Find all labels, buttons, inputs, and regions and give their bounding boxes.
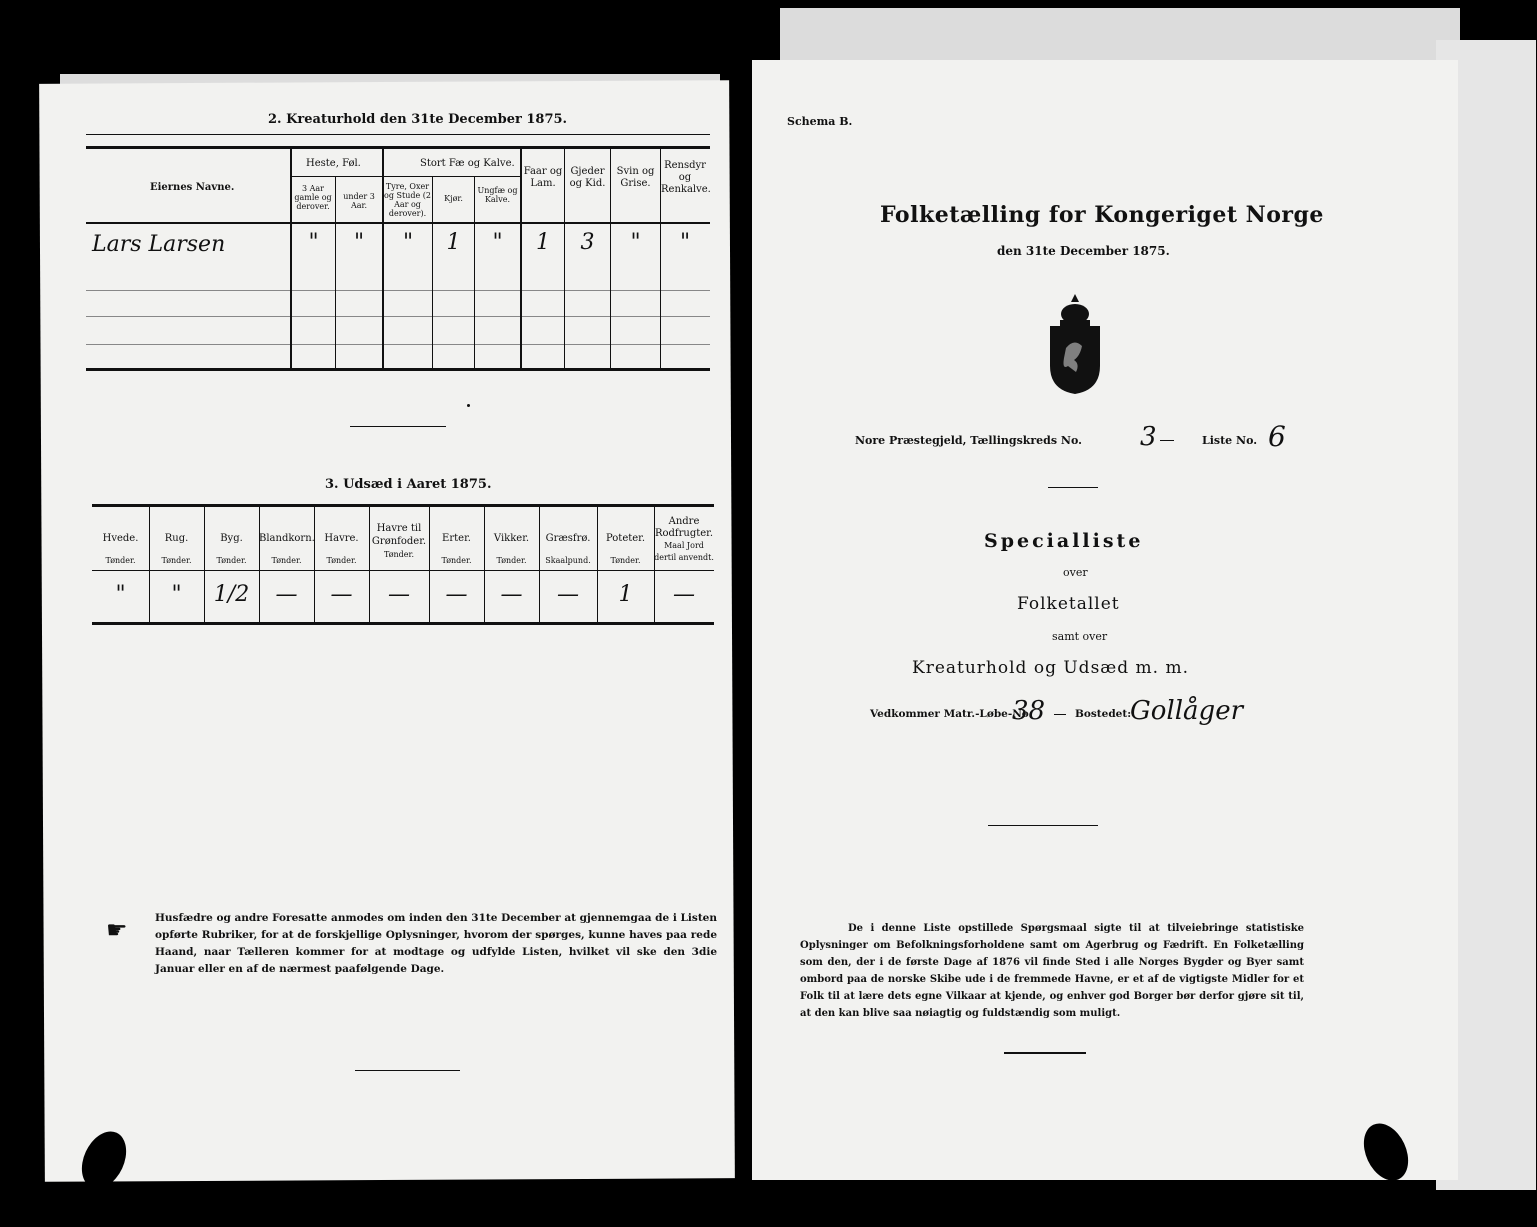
pointing-hand-icon: ☛ bbox=[106, 916, 128, 944]
cell-value: 1/2 bbox=[213, 582, 250, 607]
t3-col-name: Havre til Grønfoder. bbox=[371, 523, 427, 547]
t3-col-name: Andre Rodfrugter. bbox=[654, 516, 714, 539]
owner-name: Lars Larsen bbox=[92, 232, 226, 257]
title-date: den 31te December 1875. bbox=[997, 244, 1170, 258]
faar-header: Faar og Lam. bbox=[523, 166, 563, 189]
rule bbox=[290, 176, 382, 177]
t3-col-header bbox=[314, 528, 369, 572]
bosted-value: Gollåger bbox=[1130, 696, 1244, 726]
t3-col-name: Blandkorn. bbox=[259, 533, 315, 544]
t3-col-header bbox=[259, 528, 314, 572]
t3-col-unit: Skaalpund. bbox=[545, 556, 591, 565]
rule bbox=[86, 316, 710, 317]
t3-col-name: Rug. bbox=[164, 533, 189, 544]
t3-col-name: Erter. bbox=[442, 533, 471, 544]
rule bbox=[432, 176, 433, 368]
info-text: De i denne Liste opstillede Spørgsmaal sigte til at tilveiebringe statistiske Oplysninger om Befolkningsforholdene samt om Agerbrug og Fædrift. En Folketælling som den, der i de første Dage af 1876 vil finde Sted i alle Norges Bygder og Byer samt ombord paa de norske Skibe ude i de fremmede Havne, er et af de vigtigste Midler for et Folk til at lære dets egne Vilkaar at kjende, og enhver god Borger bør derfor gjøre sit til, at den kan blive saa nøiagtig og fuldstændig som muligt. bbox=[800, 923, 1304, 1019]
stort-col-2: Kjør. bbox=[444, 194, 463, 203]
specialliste-heading: Specialliste bbox=[984, 530, 1144, 552]
notice-text: Husfædre og andre Foresatte anmodes om inden den 31te December at gjennemgaa de i Listen opførte Rubriker, for at de forskjellige Oplysninger, hvorom der spørges, kunne haves paa rede Haand, naar Tælleren kommer for at modtage og udfylde Listen, hvilket vil ske den 3die Januar eller en af de nærmest paafølgende Dage. bbox=[155, 912, 717, 975]
cell-value: 1 bbox=[536, 230, 550, 255]
table3-row bbox=[92, 576, 714, 620]
heste-header: Heste, Føl. bbox=[306, 158, 361, 169]
stort-header: Stort Fæ og Kalve. bbox=[420, 158, 515, 169]
stort-col-3: Ungfæ og Kalve. bbox=[477, 186, 518, 204]
cell-value: " bbox=[308, 230, 319, 255]
t3-col-header bbox=[484, 528, 539, 572]
cell-value: — bbox=[500, 582, 523, 607]
cell-value: — bbox=[275, 582, 298, 607]
rule bbox=[86, 222, 710, 224]
rule bbox=[86, 290, 710, 291]
t3-col-header bbox=[369, 522, 429, 561]
rule bbox=[92, 622, 714, 625]
folketallet-heading: Folketallet bbox=[1017, 594, 1120, 614]
t3-col-name: Vikker. bbox=[493, 533, 530, 544]
t3-col-unit: Tønder. bbox=[105, 556, 136, 565]
section2-title: 2. Kreaturhold den 31te December 1875. bbox=[268, 112, 568, 127]
t3-col-header bbox=[539, 528, 597, 572]
cell-value: " bbox=[171, 582, 182, 607]
t3-col-header bbox=[429, 528, 484, 572]
cell-value: " bbox=[679, 230, 691, 255]
cell-value: " bbox=[402, 230, 414, 255]
bosted-label: Bostedet: bbox=[1075, 708, 1132, 720]
t3-col-unit: Tønder. bbox=[216, 556, 247, 565]
divider bbox=[355, 1070, 460, 1071]
cell-value: " bbox=[353, 230, 365, 255]
t3-col-unit: Tønder. bbox=[383, 550, 415, 559]
divider bbox=[350, 426, 446, 427]
dot bbox=[467, 404, 470, 407]
rule bbox=[290, 148, 292, 368]
over-text: over bbox=[1063, 566, 1088, 579]
cell-value: — bbox=[330, 582, 353, 607]
t3-col-name: Hvede. bbox=[102, 533, 139, 544]
divider bbox=[988, 825, 1098, 826]
cell-value: — bbox=[388, 582, 410, 607]
rule bbox=[86, 134, 710, 135]
t3-col-header bbox=[149, 528, 204, 572]
t3-col-name: Græsfrø. bbox=[545, 533, 591, 544]
t3-col-unit: Tønder. bbox=[161, 556, 192, 565]
cell-value: — bbox=[557, 582, 579, 607]
owner-header: Eiernes Navne. bbox=[150, 182, 235, 193]
t3-col-unit: Maal Jord dertil anvendt. bbox=[654, 541, 714, 562]
t3-col-unit: Tønder. bbox=[496, 556, 527, 565]
t3-col-header bbox=[92, 528, 149, 572]
samt-over-text: samt over bbox=[1052, 630, 1108, 643]
rule bbox=[1160, 440, 1174, 441]
rule bbox=[92, 504, 714, 507]
cell-value: — bbox=[445, 582, 468, 607]
schema-label: Schema B. bbox=[787, 115, 853, 128]
rule bbox=[474, 176, 475, 368]
cell-value: 3 bbox=[580, 230, 595, 255]
norway-coat-of-arms-icon bbox=[1046, 292, 1104, 396]
divider bbox=[1048, 487, 1098, 488]
t3-col-unit: Tønder. bbox=[441, 556, 472, 565]
liste-label: Liste No. bbox=[1202, 434, 1258, 447]
kreds-number: 3 bbox=[1140, 422, 1157, 452]
t3-col-name: Havre. bbox=[324, 533, 359, 544]
heste-col-1: 3 Aar gamle og derover. bbox=[294, 184, 332, 211]
t3-col-unit: Tønder. bbox=[271, 556, 302, 565]
cell-value: 1 bbox=[446, 230, 461, 255]
svin-header: Svin og Grise. bbox=[616, 166, 655, 189]
cell-value: " bbox=[630, 230, 641, 255]
matr-number: 38 bbox=[1012, 696, 1046, 726]
t3-col-header bbox=[654, 516, 714, 564]
main-title: Folketælling for Kongeriget Norge bbox=[880, 202, 1324, 228]
t3-col-header bbox=[204, 528, 259, 572]
rensdyr-header: Rensdyr og Renkalve. bbox=[661, 160, 711, 195]
t3-col-unit: Tønder. bbox=[610, 556, 641, 565]
liste-number: 6 bbox=[1268, 420, 1286, 453]
section3-title: 3. Udsæd i Aaret 1875. bbox=[325, 477, 492, 492]
cell-value: — bbox=[673, 582, 695, 607]
heste-col-2: under 3 Aar. bbox=[343, 192, 375, 210]
rule bbox=[86, 146, 710, 149]
t3-col-header bbox=[597, 528, 654, 572]
cell-value: " bbox=[492, 230, 503, 255]
gjeder-header: Gjeder og Kid. bbox=[569, 166, 606, 189]
rule bbox=[86, 368, 710, 371]
cell-value: 1 bbox=[618, 582, 633, 607]
matr-label: Vedkommer Matr.-Løbe-No. bbox=[870, 708, 1033, 720]
rule bbox=[384, 176, 520, 177]
table3-header bbox=[92, 508, 714, 570]
t3-col-name: Byg. bbox=[220, 533, 243, 544]
rule bbox=[382, 148, 384, 368]
rule bbox=[1054, 714, 1066, 715]
prestegjeld-label: Nore Præstegjeld, Tællingskreds No. bbox=[855, 434, 1082, 447]
t3-col-name: Poteter. bbox=[605, 533, 646, 544]
divider bbox=[1004, 1052, 1086, 1054]
kreaturhold-heading: Kreaturhold og Udsæd m. m. bbox=[912, 658, 1190, 678]
cell-value: " bbox=[115, 582, 126, 607]
t3-col-unit: Tønder. bbox=[326, 556, 357, 565]
rule bbox=[86, 344, 710, 345]
stort-col-1: Tyre, Oxer og Stude (2 Aar og derover). bbox=[384, 182, 431, 218]
